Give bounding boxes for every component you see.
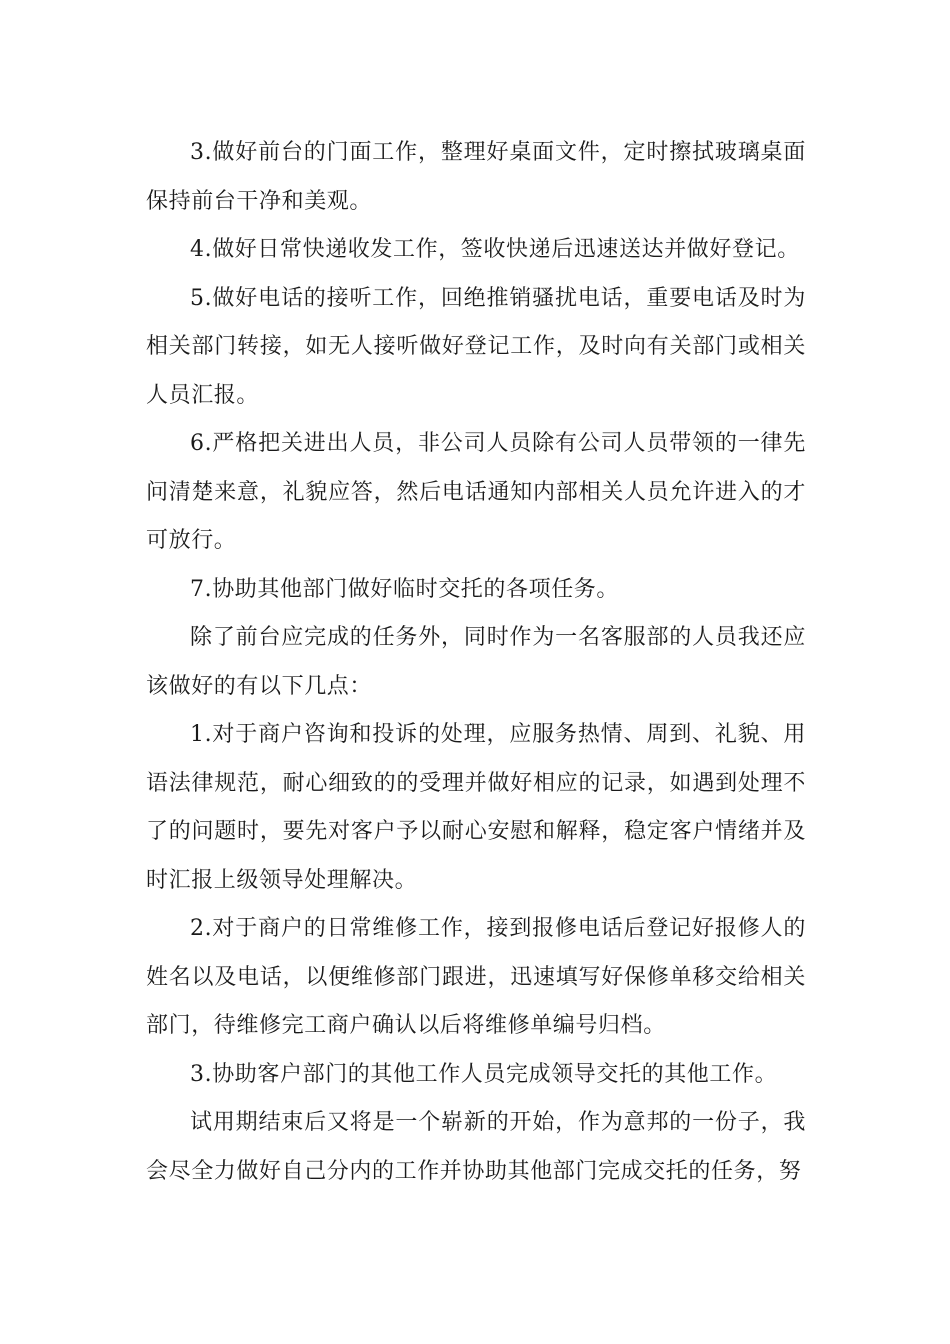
paragraph-cs-item-1-complaints: 1.对于商户咨询和投诉的处理，应服务热情、周到、礼貌、用语法律规范，耐心细致的的受理并做好相应的记录，如遇到处理不了的问题时，要先对客户予以耐心安慰和解释，稳定客户情绪并及时汇报上级领导处理解决。 <box>146 722 806 893</box>
paragraph-conclusion: 试用期结束后又将是一个崭新的开始，作为意邦的一份子，我会尽全力做好自己分内的工作并协助其他部门完成交托的任务，努 <box>146 1110 806 1184</box>
paragraph-item-3-front-desk: 3.做好前台的门面工作，整理好桌面文件，定时擦拭玻璃桌面保持前台干净和美观。 <box>146 140 806 214</box>
paragraph-customer-service-intro: 除了前台应完成的任务外，同时作为一名客服部的人员我还应该做好的有以下几点： <box>146 625 806 699</box>
document-body <box>146 129 806 1196</box>
paragraph-item-5-phone: 5.做好电话的接听工作，回绝推销骚扰电话，重要电话及时为相关部门转接，如无人接听做好登记工作，及时向有关部门或相关人员汇报。 <box>146 285 806 408</box>
paragraph-item-7-assist: 7.协助其他部门做好临时交托的各项任务。 <box>190 576 619 602</box>
paragraph-item-6-visitors: 6.严格把关进出人员，非公司人员除有公司人员带领的一律先问清楚来意，礼貌应答，然后电话通知内部相关人员允许进入的才可放行。 <box>146 431 806 553</box>
paragraph-cs-item-3-assist: 3.协助客户部门的其他工作人员完成领导交托的其他工作。 <box>190 1061 778 1087</box>
paragraph-cs-item-2-repairs: 2.对于商户的日常维修工作，接到报修电话后登记好报修人的姓名以及电话，以便维修部门跟进，迅速填写好保修单移交给相关部门，待维修完工商户确认以后将维修单编号归档。 <box>146 916 806 1038</box>
paragraph-item-4-express: 4.做好日常快递收发工作，签收快递后迅速送达并做好登记。 <box>190 237 800 262</box>
